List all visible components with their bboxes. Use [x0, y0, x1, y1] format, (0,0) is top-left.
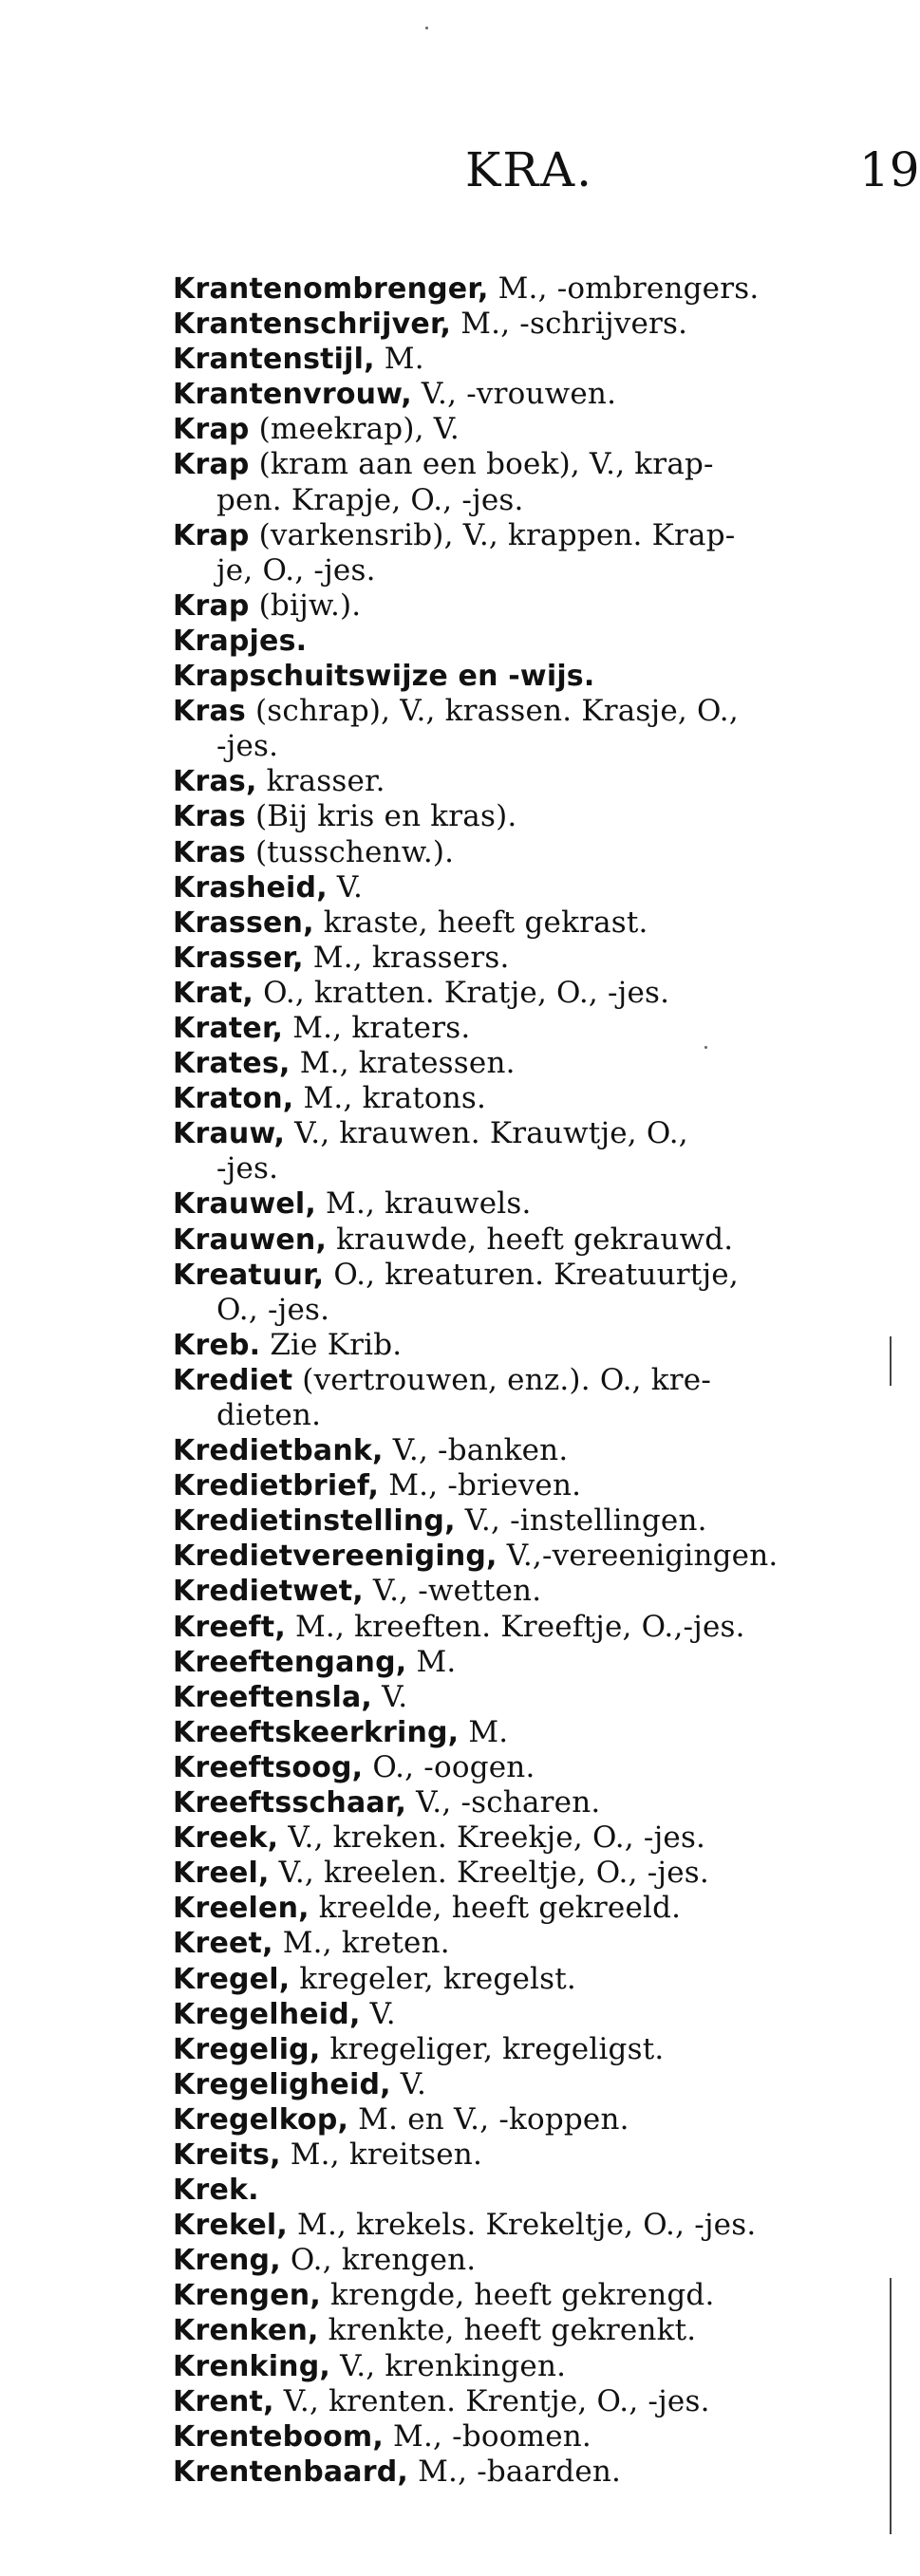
entry-definition: (kram aan een boek), V., krap-	[249, 447, 714, 482]
entry-headword: Krap	[173, 518, 250, 552]
entry-definition: -jes.	[216, 729, 279, 764]
entry-definition: M., -baarden.	[408, 2454, 622, 2489]
entry-definition: -jes.	[216, 1151, 279, 1186]
entry-definition: M.	[374, 342, 424, 377]
entry-headword: Kreits,	[173, 2137, 281, 2172]
entry-headword: Kras	[173, 800, 246, 834]
entry-headword: Kreb.	[173, 1328, 261, 1362]
dictionary-entry	[173, 377, 875, 412]
entry-headword: Kregel,	[173, 1962, 291, 1996]
dictionary-entry	[173, 1539, 875, 1574]
entry-headword: Krantenschrijver,	[173, 308, 452, 342]
entry-headword: Kredietinstelling,	[173, 1504, 456, 1539]
dictionary-entry	[173, 1820, 875, 1856]
entry-headword: Kredietbrief,	[173, 1469, 380, 1503]
entry-definition: V., -vrouwen.	[411, 377, 617, 412]
dictionary-entry	[173, 976, 875, 1011]
entry-definition: dieten.	[216, 1398, 322, 1432]
dictionary-entry	[173, 659, 875, 694]
entry-definition: krasser.	[256, 764, 385, 799]
dictionary-entry	[173, 307, 875, 342]
entry-definition: M., kreten.	[272, 1926, 450, 1961]
dictionary-entry	[173, 2102, 875, 2137]
entry-headword: Krediet	[173, 1363, 293, 1397]
entry-headword: Krantenstijl,	[173, 343, 375, 377]
entry-headword: Kregeligheid,	[173, 2067, 391, 2101]
entry-definition: V.	[390, 2066, 426, 2101]
entry-headword: Kreeftskeerkring,	[173, 1715, 460, 1749]
dictionary-entry	[173, 2455, 875, 2490]
entry-definition: M., krekels. Krekeltje, O., -jes.	[287, 2208, 757, 2243]
entry-headword: Kreeftengang,	[173, 1645, 407, 1679]
margin-rule	[890, 2278, 892, 2534]
entry-headword: Kreeft,	[173, 1610, 286, 1644]
dictionary-entry	[173, 1610, 875, 1645]
entry-headword: Krates,	[173, 1047, 291, 1081]
entry-definition: O., kreaturen. Kreatuurtje,	[324, 1257, 739, 1292]
entry-headword: Kras	[173, 695, 246, 729]
entry-definition: M., kreeften. Kreeftje, O.,-jes.	[285, 1609, 745, 1644]
entry-definition: (vertrouwen, enz.). O., kre-	[292, 1362, 712, 1397]
entry-definition: krauwde, heeft gekrauwd.	[327, 1222, 734, 1257]
entry-headword: Kreelen,	[173, 1892, 310, 1926]
entry-headword: Krek.	[173, 2174, 259, 2208]
entry-headword: Krenteboom,	[173, 2419, 384, 2454]
dictionary-entry	[173, 2137, 875, 2173]
dictionary-entry	[173, 1468, 875, 1503]
entry-definition: je, O., -jes.	[216, 552, 376, 588]
entry-definition: V., krenkingen.	[330, 2348, 567, 2383]
dictionary-entry	[173, 2278, 875, 2313]
entry-definition: M., kratons.	[293, 1081, 487, 1116]
dictionary-entry	[173, 764, 875, 799]
dictionary-entry-list	[173, 271, 875, 2490]
entry-definition: M., kreitsen.	[280, 2137, 483, 2172]
entry-definition: V.,-vereenigingen.	[497, 1539, 779, 1574]
dictionary-entry	[173, 1574, 875, 1609]
entry-definition: (schrap), V., krassen. Krasje, O.,	[245, 694, 739, 729]
entry-definition: M., -ombrengers.	[488, 271, 760, 306]
entry-definition: V., kreelen. Kreeltje, O., -jes.	[269, 1856, 709, 1891]
entry-definition: V., krenten. Krentje, O., -jes.	[273, 2383, 710, 2418]
entry-definition: kreelde, heeft gekreeld.	[309, 1891, 682, 1926]
entry-definition: O., -jes.	[216, 1292, 330, 1327]
entry-definition: V.	[327, 869, 364, 905]
entry-definition: M., -boomen.	[384, 2418, 591, 2454]
entry-headword: Krauw,	[173, 1117, 286, 1151]
entry-definition: krenkte, heeft gekrenkt.	[318, 2313, 697, 2348]
dictionary-entry	[173, 2243, 875, 2278]
entry-headword: Krassen,	[173, 905, 314, 940]
dictionary-entry	[173, 1186, 875, 1222]
entry-headword: Krent,	[173, 2384, 274, 2418]
entry-definition: M., -schrijvers.	[451, 307, 688, 342]
entry-definition: kregeler, kregelst.	[290, 1961, 576, 1996]
entry-headword: Kreek,	[173, 1821, 279, 1856]
entry-headword: Krantenombrenger,	[173, 272, 489, 306]
dictionary-entry	[173, 835, 875, 870]
entry-headword: Krapjes.	[173, 624, 308, 658]
dictionary-entry	[173, 271, 875, 307]
dictionary-entry	[173, 624, 875, 659]
dictionary-entry	[173, 1258, 875, 1293]
dictionary-entry	[173, 1011, 875, 1046]
entry-headword: Kregelig,	[173, 2032, 321, 2066]
dictionary-entry	[173, 2419, 875, 2455]
dictionary-entry	[173, 2067, 875, 2102]
entry-headword: Kregelheid,	[173, 1997, 361, 2031]
entry-definition: M. en V., -koppen.	[348, 2101, 629, 2137]
dictionary-entry	[173, 342, 875, 377]
entry-definition: Zie Krib.	[260, 1327, 403, 1362]
dictionary-entry	[173, 1785, 875, 1820]
scan-speck	[704, 1046, 707, 1049]
page-header	[0, 142, 920, 199]
dictionary-entry	[173, 694, 875, 729]
entry-headword: Krenking,	[173, 2349, 331, 2383]
entry-definition: kregeliger, kregeligst.	[320, 2031, 665, 2066]
entry-headword: Krekel,	[173, 2209, 288, 2243]
entry-headword: Krap	[173, 448, 250, 482]
entry-definition: M., kratessen.	[290, 1046, 516, 1081]
entry-headword: Krentenbaard,	[173, 2455, 409, 2489]
dictionary-entry	[173, 2208, 875, 2243]
entry-headword: Kras	[173, 835, 246, 869]
entry-headword: Kredietvereeniging,	[173, 1540, 498, 1574]
entry-definition: O., kratten. Kratje, O., -jes.	[253, 975, 670, 1010]
dictionary-entry	[173, 412, 875, 447]
dictionary-entry	[173, 1680, 875, 1715]
dictionary-entry	[173, 1715, 875, 1750]
entry-headword: Kredietwet,	[173, 1575, 364, 1609]
entry-definition: (bijw.).	[249, 588, 362, 623]
entry-definition: V., krauwen. Krauwtje, O.,	[285, 1116, 688, 1151]
entry-definition: V., -scharen.	[406, 1785, 601, 1820]
entry-headword: Kredietbank,	[173, 1434, 384, 1468]
dictionary-entry	[173, 1856, 875, 1891]
entry-definition: pen. Krapje, O., -jes.	[216, 482, 524, 517]
entry-definition: M., krauwels.	[316, 1186, 532, 1222]
dictionary-entry	[173, 941, 875, 976]
dictionary-entry	[173, 1223, 875, 1258]
entry-definition: M., kraters.	[283, 1010, 471, 1045]
dictionary-entry	[173, 1046, 875, 1081]
dictionary-entry	[173, 2384, 875, 2419]
page-number: 19	[859, 142, 920, 197]
dictionary-entry	[173, 518, 875, 553]
scan-speck	[425, 27, 428, 29]
dictionary-entry-continuation	[173, 1293, 875, 1328]
entry-headword: Kregelkop,	[173, 2102, 349, 2137]
entry-headword: Kreeftsschaar,	[173, 1786, 407, 1820]
entry-definition: V.	[372, 1679, 408, 1714]
dictionary-entry	[173, 1116, 875, 1151]
entry-headword: Krasheid,	[173, 870, 328, 905]
dictionary-entry	[173, 447, 875, 482]
entry-headword: Krenken,	[173, 2314, 319, 2348]
dictionary-entry-continuation	[173, 1398, 875, 1433]
entry-headword: Kreng,	[173, 2244, 281, 2278]
entry-headword: Kraton,	[173, 1082, 294, 1116]
entry-definition: V., kreken. Kreekje, O., -jes.	[278, 1820, 706, 1856]
entry-headword: Kreet,	[173, 1927, 273, 1961]
dictionary-entry	[173, 1328, 875, 1363]
entry-headword: Krat,	[173, 976, 254, 1010]
dictionary-entry	[173, 1750, 875, 1785]
entry-headword: Krauwel,	[173, 1187, 316, 1222]
dictionary-entry	[173, 1503, 875, 1539]
dictionary-entry	[173, 1926, 875, 1961]
entry-definition: (tusschenw.).	[245, 834, 455, 869]
page-title: KRA.	[465, 142, 594, 197]
entry-definition: V.	[360, 1996, 396, 2031]
dictionary-entry	[173, 799, 875, 834]
dictionary-entry	[173, 870, 875, 905]
entry-definition: V., -instellingen.	[455, 1503, 707, 1539]
dictionary-entry-continuation	[173, 483, 875, 518]
entry-headword: Krap	[173, 413, 250, 447]
entry-headword: Krantenvrouw,	[173, 378, 412, 412]
dictionary-entry-continuation	[173, 553, 875, 588]
dictionary-entry	[173, 2349, 875, 2384]
dictionary-entry	[173, 1363, 875, 1398]
entry-headword: Kreatuur,	[173, 1258, 325, 1292]
dictionary-entry	[173, 2313, 875, 2348]
entry-definition: kraste, heeft gekrast.	[313, 905, 648, 940]
entry-headword: Krapschuitswijze en -wijs.	[173, 660, 595, 694]
entry-definition: M.	[406, 1644, 457, 1679]
dictionary-entry	[173, 1997, 875, 2032]
dictionary-entry	[173, 1962, 875, 1997]
entry-definition: O., krengen.	[280, 2243, 477, 2278]
entry-headword: Krauwen,	[173, 1223, 328, 1257]
entry-headword: Krasser,	[173, 941, 304, 975]
margin-rule	[890, 1336, 892, 1386]
entry-definition: M., krassers.	[303, 940, 510, 975]
entry-definition: M., -brieven.	[379, 1468, 582, 1503]
entry-definition: V., -wetten.	[363, 1574, 542, 1609]
entry-definition: O., -oogen.	[363, 1749, 535, 1784]
entry-definition: (Bij kris en kras).	[245, 799, 517, 834]
dictionary-entry	[173, 2032, 875, 2067]
entry-headword: Kras,	[173, 765, 257, 799]
entry-headword: Kreel,	[173, 1857, 270, 1891]
dictionary-entry	[173, 1081, 875, 1116]
entry-headword: Kreeftsoog,	[173, 1750, 364, 1784]
entry-headword: Krater,	[173, 1011, 284, 1045]
entry-definition: M.	[459, 1714, 509, 1749]
entry-definition: (meekrap), V.	[249, 412, 460, 447]
dictionary-entry	[173, 905, 875, 941]
dictionary-entry	[173, 588, 875, 624]
dictionary-entry	[173, 1891, 875, 1926]
entry-headword: Kreeftensla,	[173, 1680, 373, 1714]
dictionary-entry	[173, 1433, 875, 1468]
entry-headword: Krap	[173, 588, 250, 623]
dictionary-entry	[173, 2173, 875, 2208]
entry-definition: V., -banken.	[383, 1433, 569, 1468]
dictionary-entry-continuation	[173, 729, 875, 764]
entry-definition: (varkensrib), V., krappen. Krap-	[249, 517, 736, 552]
dictionary-entry	[173, 1645, 875, 1680]
entry-definition: krengde, heeft gekrengd.	[320, 2278, 715, 2313]
entry-headword: Krengen,	[173, 2279, 321, 2313]
dictionary-entry-continuation	[173, 1151, 875, 1186]
